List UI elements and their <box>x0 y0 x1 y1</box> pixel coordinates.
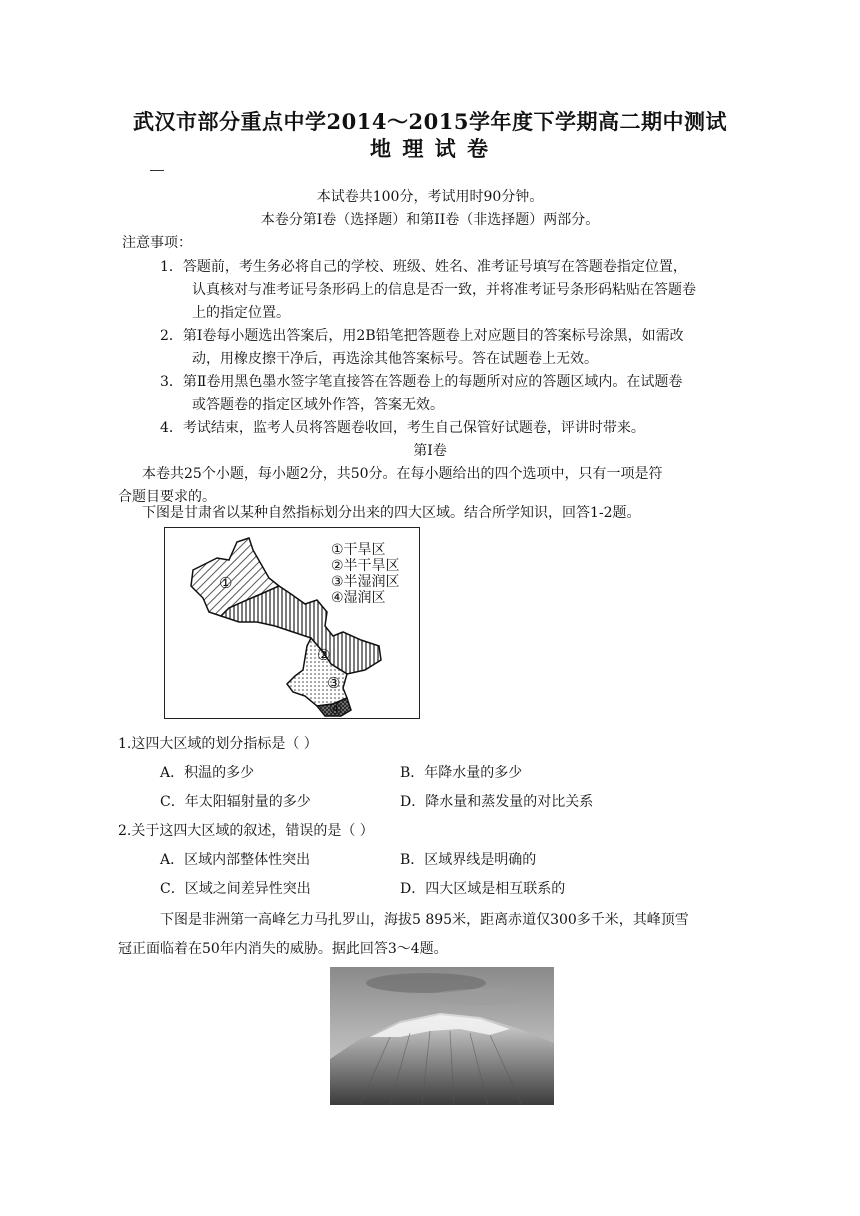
notes-heading: 注意事项： <box>122 235 192 251</box>
kilimanjaro-photo-svg <box>330 967 554 1105</box>
question-1-stem: 1.这四大区域的划分指标是（ ） <box>118 736 318 752</box>
exam-info-parts: 本卷分第Ⅰ卷（选择题）和第II卷（非选择题）两部分。 <box>260 212 600 228</box>
question-2-option-c: C．区域之间差异性突出 <box>160 881 311 897</box>
note-item-3-line-2: 或答题卷的指定区域外作答，答案无效。 <box>192 397 444 413</box>
exam-info-score-time: 本试卷共100分，考试用时90分钟。 <box>316 189 544 205</box>
note-item-1-line-2: 认真核对与准考证号条形码上的信息是否一致，并将准考证号条形码粘贴在答题卷 <box>192 282 696 298</box>
question-1-option-a: A．积温的多少 <box>160 765 255 781</box>
question-1-option-c: C．年太阳辐射量的多少 <box>160 794 311 810</box>
question-3-4-intro-line-2: 冠正面临着在50年内消失的威胁。据此回答3～4题。 <box>118 941 448 957</box>
marker-4: ④ <box>329 700 343 718</box>
legend-item-4: ④湿润区 <box>331 590 386 606</box>
legend-item-1: ①干旱区 <box>331 542 386 558</box>
part-1-heading: 第Ⅰ卷 <box>413 443 447 459</box>
page-title: 武汉市部分重点中学2014～2015学年度下学期高二期中测试 <box>133 109 727 134</box>
divider-mark <box>150 170 164 171</box>
note-item-1-line-3: 上的指定位置。 <box>192 305 290 321</box>
marker-3: ③ <box>327 674 341 692</box>
note-item-2-line-1: 2．第Ⅰ卷每小题选出答案后，用2B铅笔把答题卷上对应题目的答案标号涂黑，如需改 <box>160 328 684 344</box>
question-1-option-b: B．年降水量的多少 <box>400 765 523 781</box>
part-1-desc-line-2: 合题目要求的。 <box>118 489 216 505</box>
note-item-3-line-1: 3．第Ⅱ卷用黑色墨水签字笔直接答在答题卷上的每题所对应的答题区域内。在试题卷 <box>160 374 683 390</box>
map-intro: 下图是甘肃省以某种自然指标划分出来的四大区域。结合所学知识，回答1-2题。 <box>142 505 641 521</box>
gansu-region-map <box>164 527 420 719</box>
question-2-option-d: D．四大区域是相互联系的 <box>400 881 566 897</box>
gansu-map-svg <box>165 528 419 718</box>
question-2-option-a: A．区域内部整体性突出 <box>160 852 311 868</box>
question-3-4-intro-line-1: 下图是非洲第一高峰乞力马扎罗山，海拔5 895米，距离赤道仅300多千米，其峰顶雪 <box>160 912 689 928</box>
legend-item-3: ③半湿润区 <box>331 574 400 590</box>
note-item-4-line-1: 4．考试结束，监考人员将答题卷收回，考生自己保管好试题卷，评讲时带来。 <box>160 420 645 436</box>
legend-item-2: ②半干旱区 <box>331 558 400 574</box>
question-2-option-b: B．区域界线是明确的 <box>400 852 537 868</box>
page-subtitle: 地 理 试 卷 <box>370 136 490 161</box>
note-item-1-line-1: 1．答题前，考生务必将自己的学校、班级、姓名、准考证号填写在答题卷指定位置， <box>160 259 687 275</box>
question-1-option-d: D．降水量和蒸发量的对比关系 <box>400 794 594 810</box>
marker-1: ① <box>219 574 233 592</box>
note-item-2-line-2: 动，用橡皮擦干净后，再选涂其他答案标号。答在试题卷上无效。 <box>192 351 598 367</box>
kilimanjaro-photo <box>330 967 554 1105</box>
question-2-stem: 2.关于这四大区域的叙述，错误的是（ ） <box>118 823 374 839</box>
part-1-desc-line-1: 本卷共25个小题，每小题2分，共50分。在每小题给出的四个选项中，只有一项是符 <box>142 466 663 482</box>
marker-2: ② <box>317 646 331 664</box>
